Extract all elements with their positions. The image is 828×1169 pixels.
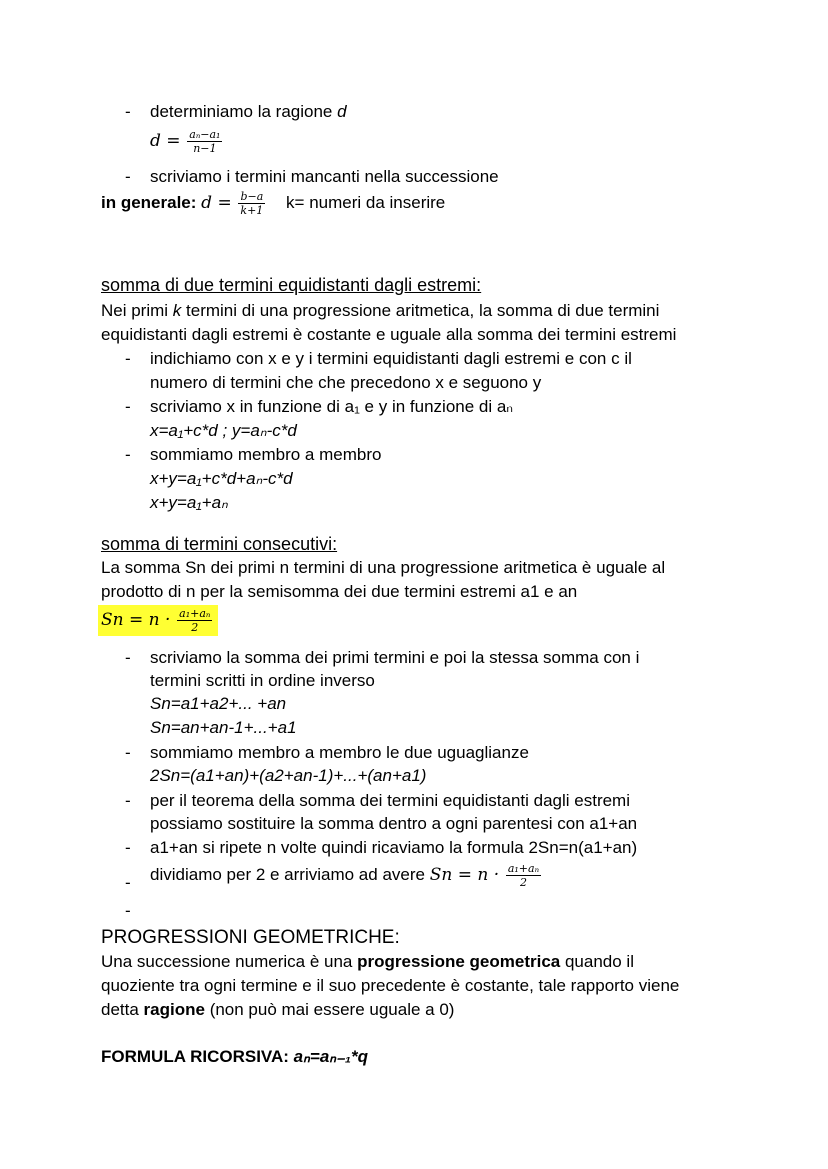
fraction xyxy=(187,128,222,155)
numerator: a₁+aₙ xyxy=(179,607,211,620)
bullet: - xyxy=(125,397,131,416)
numerator: b−a xyxy=(238,190,265,204)
formula: Sn=an+an-1+...+a1 xyxy=(150,718,297,737)
note: k= numeri da inserire xyxy=(286,192,446,212)
paragraph xyxy=(101,952,634,972)
formula: 2Sn=(a1+an)+(a2+an-1)+...+(an+a1) xyxy=(150,766,427,785)
label: in generale: xyxy=(101,192,197,212)
highlighted-formula xyxy=(98,605,218,636)
text: quando il xyxy=(564,952,634,971)
list-item: sommiamo membro a membro xyxy=(150,445,382,464)
formula: aₙ=aₙ₋₁*q xyxy=(293,1047,369,1066)
list-item-cont: possiamo sostituire la somma dentro a ogni parentesi con a1+an xyxy=(150,814,638,833)
general-formula xyxy=(101,190,445,217)
list-item xyxy=(150,862,543,889)
list-item: indichiamo con x e y i termini equidistanti dagli estremi e con c il xyxy=(150,349,632,368)
bullet: - xyxy=(125,102,131,121)
denominator: 2 xyxy=(191,621,199,634)
formula-d xyxy=(150,128,224,155)
bullet: - xyxy=(125,349,131,368)
item-text: dividiamo per 2 e arriviamo ad avere xyxy=(150,864,425,884)
denominator: k+1 xyxy=(240,204,264,217)
numerator: aₙ−a₁ xyxy=(189,128,221,141)
bullet: - xyxy=(125,167,131,186)
bullet: - xyxy=(125,838,131,857)
text: detta xyxy=(101,1000,139,1019)
label: FORMULA RICORSIVA: xyxy=(101,1047,289,1066)
numerator: a₁+aₙ xyxy=(507,862,540,875)
formula: Sn=a1+a2+... +an xyxy=(150,694,287,713)
text: Una successione numerica è una xyxy=(101,952,353,971)
bullet: - xyxy=(125,648,131,667)
denominator: 2 xyxy=(519,876,527,889)
formula-lhs: d = xyxy=(201,192,232,213)
bullet: - xyxy=(125,445,131,464)
denominator: n−1 xyxy=(193,142,217,155)
text: Nei primi xyxy=(101,301,169,320)
variable: k xyxy=(172,301,182,320)
text: termini di una progressione aritmetica, la somma di due termini xyxy=(186,301,660,320)
list-item: scriviamo la somma dei primi termini e poi la stessa somma con i xyxy=(150,648,640,667)
recursive-formula xyxy=(101,1047,368,1067)
bold-term: progressione geometrica xyxy=(357,952,561,971)
formula-lhs: Sn = n · xyxy=(101,609,171,630)
paragraph xyxy=(101,1000,454,1020)
section-heading: somma di due termini equidistanti dagli estremi: xyxy=(101,275,482,295)
formula: x+y=a₁+c*d+aₙ-c*d xyxy=(150,469,293,488)
list-item: scriviamo i termini mancanti nella successione xyxy=(150,167,499,186)
list-item-cont: numero di termini che che precedono x e seguono y xyxy=(150,373,542,392)
paragraph: quoziente tra ogni termine e il suo precedente è costante, tale rapporto viene xyxy=(101,976,680,995)
list-item: scriviamo x in funzione di a₁ e y in funzione di aₙ xyxy=(150,397,514,416)
formula: x=a₁+c*d ; y=aₙ-c*d xyxy=(150,421,297,440)
list-item: sommiamo membro a membro le due uguaglianze xyxy=(150,743,529,762)
fraction xyxy=(177,607,212,634)
item-text: determiniamo la ragione xyxy=(150,102,333,121)
fraction xyxy=(506,862,541,889)
paragraph: equidistanti dagli estremi è costante e uguale alla somma dei termini estremi xyxy=(101,325,677,344)
fraction xyxy=(238,190,265,217)
bullet: - xyxy=(125,873,131,892)
section-heading: PROGRESSIONI GEOMETRICHE: xyxy=(101,927,400,948)
variable: d xyxy=(337,102,347,121)
bullet: - xyxy=(125,901,131,920)
formula-lhs: d = xyxy=(150,130,181,151)
bold-term: ragione xyxy=(143,1000,205,1019)
paragraph xyxy=(101,301,659,321)
paragraph: prodotto di n per la semisomma dei due termini estremi a1 e an xyxy=(101,582,578,601)
formula: x+y=a₁+aₙ xyxy=(150,493,228,512)
list-item-cont: termini scritti in ordine inverso xyxy=(150,671,375,690)
list-item: a1+an si ripete n volte quindi ricaviamo la formula 2Sn=n(a1+an) xyxy=(150,838,638,857)
section-heading: somma di termini consecutivi: xyxy=(101,534,338,554)
text: (non può mai essere uguale a 0) xyxy=(209,1000,455,1019)
formula-lhs: Sn = n · xyxy=(429,864,500,885)
bullet: - xyxy=(125,743,131,762)
list-item: per il teorema della somma dei termini equidistanti dagli estremi xyxy=(150,791,630,810)
list-item xyxy=(150,102,347,122)
bullet: - xyxy=(125,791,131,810)
paragraph: La somma Sn dei primi n termini di una progressione aritmetica è uguale al xyxy=(101,558,666,577)
